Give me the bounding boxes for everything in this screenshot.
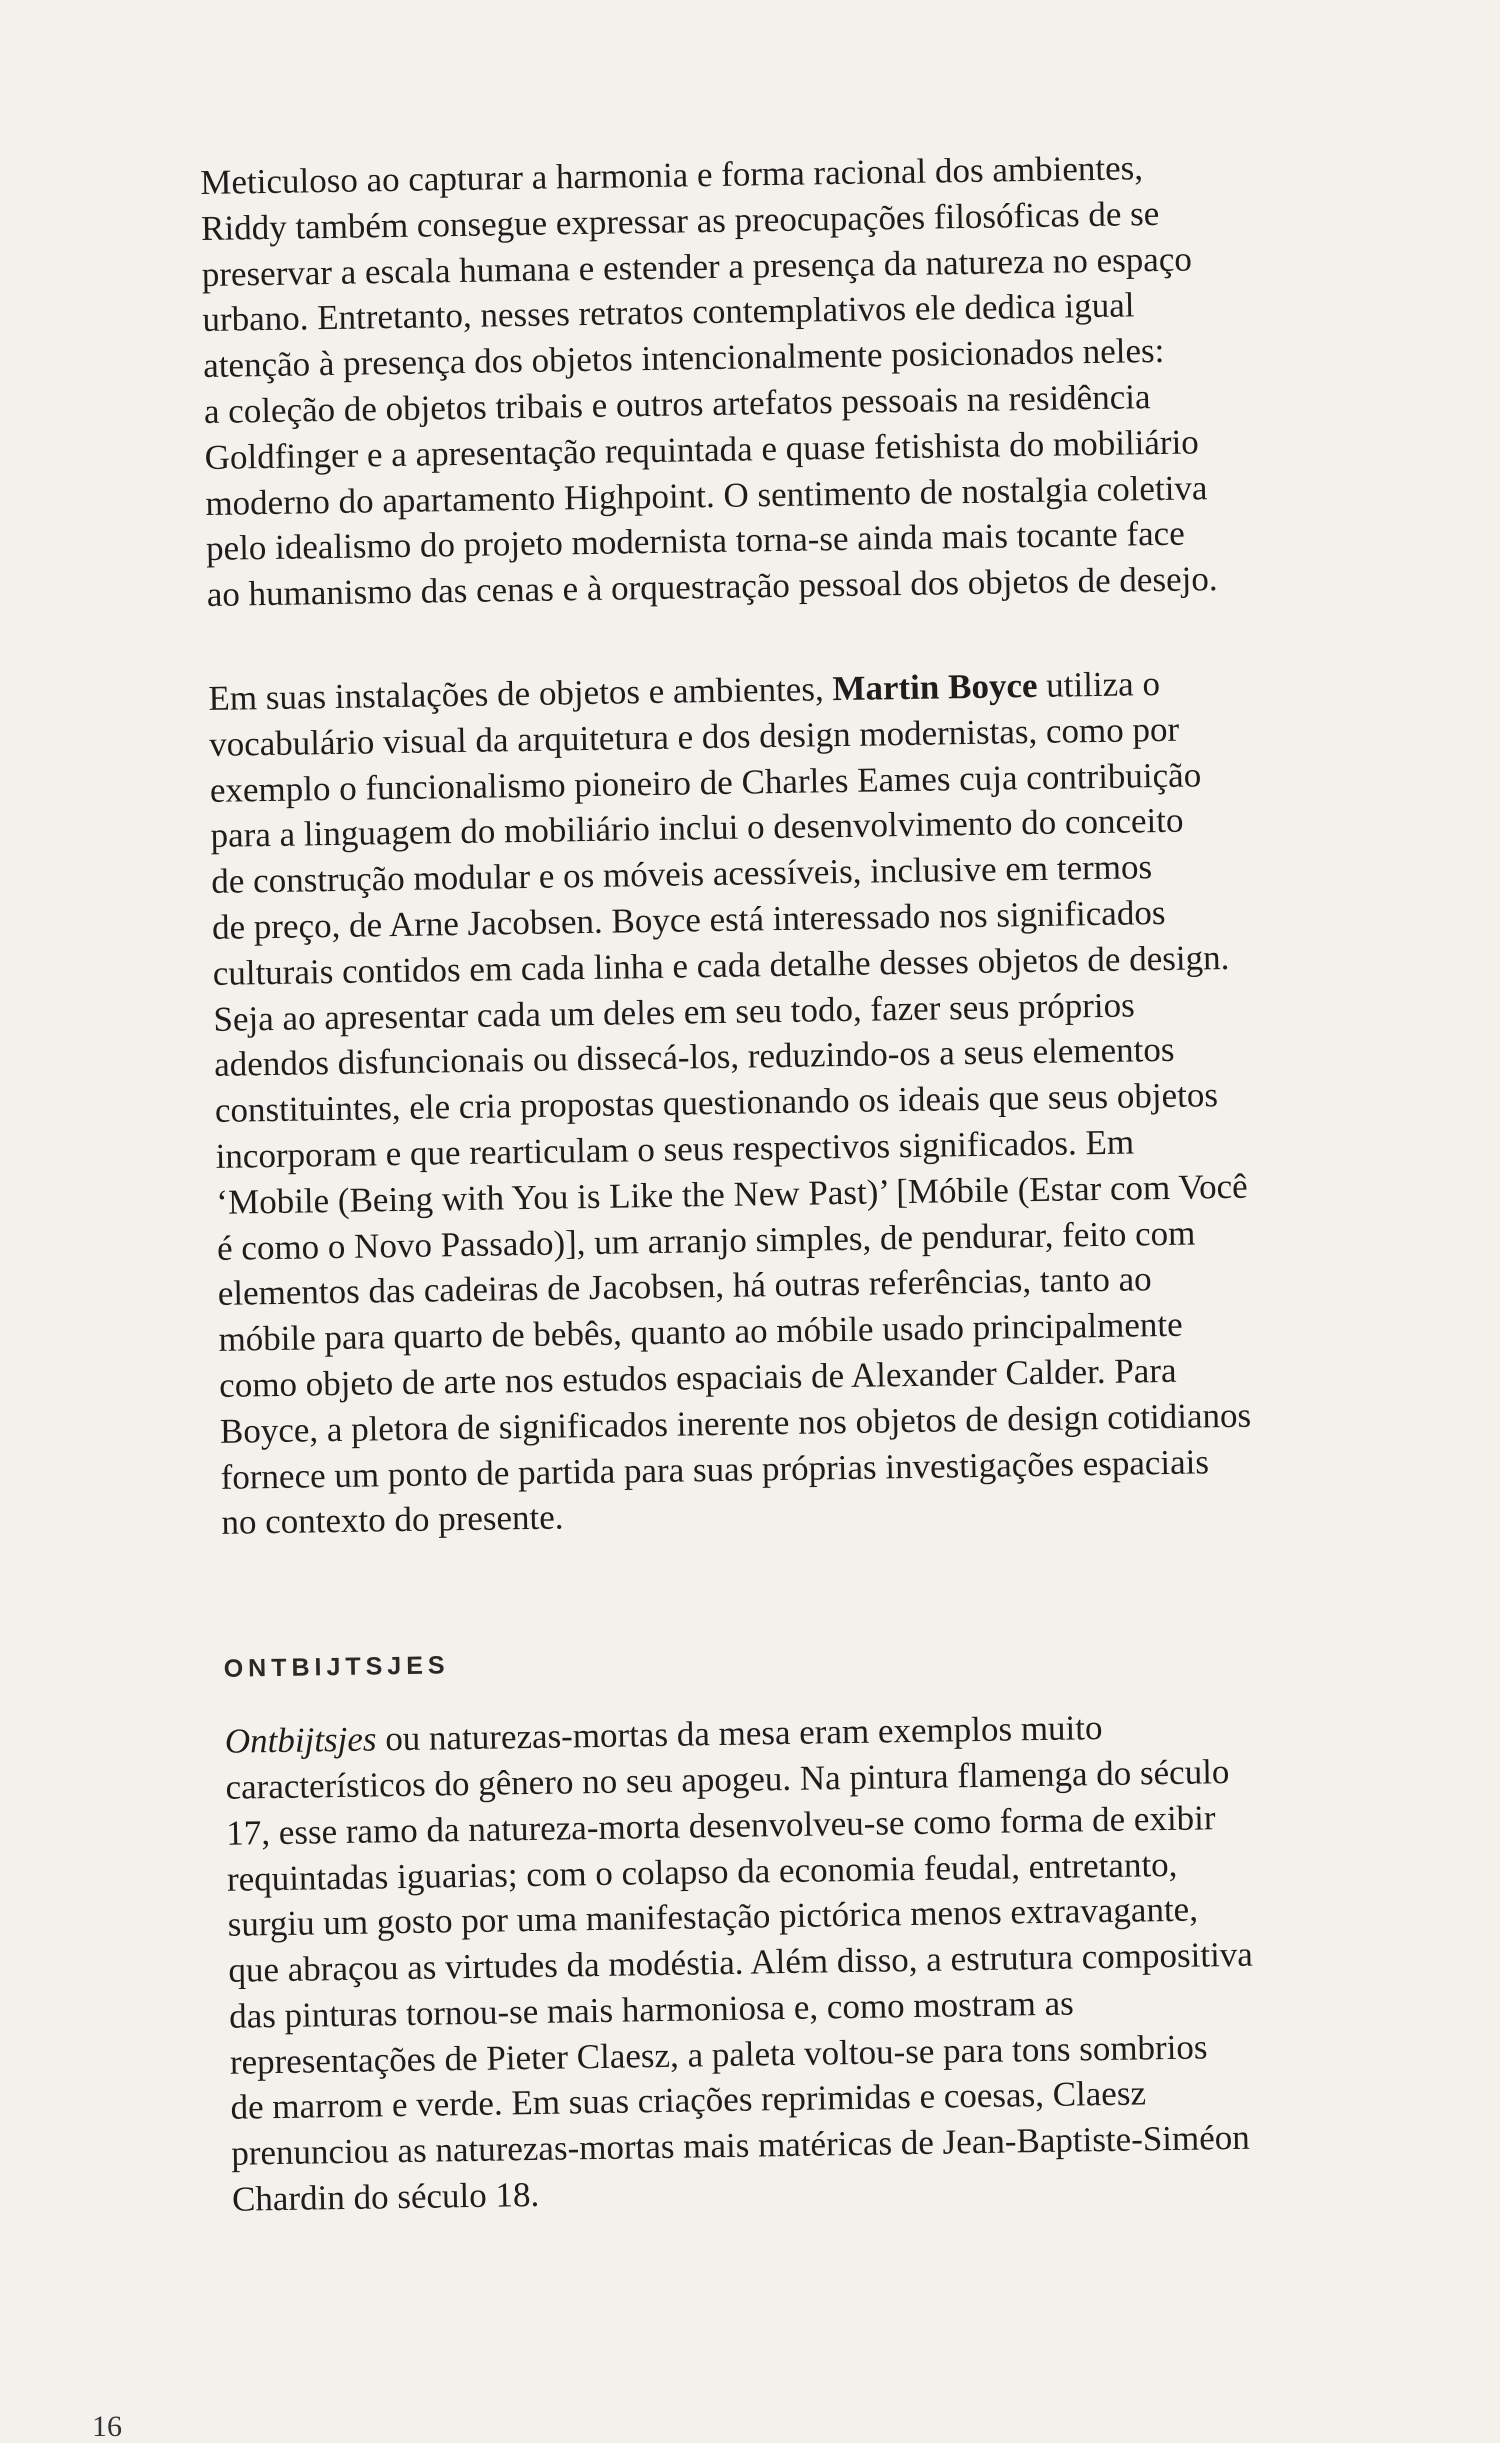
text-line: moderno do apartamento Highpoint. O sentimento de nostalgia coletiva	[205, 467, 1208, 523]
text-line: para a linguagem do mobiliário inclui o desenvolvimento do conceito	[210, 800, 1184, 856]
paragraph-boyce	[208, 659, 1297, 1546]
text-line: prenunciou as naturezas-mortas mais matéricas de Jean-Baptiste-Siméon	[231, 2118, 1251, 2174]
text-line: das pinturas tornou-se mais harmoniosa e, como mostram as	[228, 1983, 1075, 2036]
text-line: Meticuloso ao capturar a harmonia e forma racional dos ambientes,	[200, 148, 1144, 202]
text-line: elementos das cadeiras de Jacobsen, há outras referências, tanto ao	[217, 1259, 1152, 1314]
text-line: a coleção de objetos tribais e outros artefatos pessoais na residência	[203, 377, 1151, 431]
text-line: Goldfinger e a apresentação requintada e quase fetishista do mobiliário	[204, 422, 1200, 477]
text-line: móbile para quarto de bebês, quanto ao móbile usado principalmente	[218, 1304, 1183, 1359]
text-line: constituintes, ele cria propostas questionando os ideais que seus objetos	[214, 1075, 1219, 1131]
text-line: de marrom e verde. Em suas criações reprimidas e coesas, Claesz	[230, 2073, 1147, 2128]
text-line: vocabulário visual da arquitetura e dos design modernistas, como por	[208, 709, 1180, 764]
text-line: ‘Mobile (Being with You is Like the New Past)’ [Móbile (Estar com Você	[216, 1166, 1248, 1222]
section-heading: ONTBIJTSJES	[223, 1651, 450, 1683]
text-line: Riddy também consegue expressar as preocupações filosóficas de se	[200, 193, 1160, 248]
text-line: de construção modular e os móveis acessíveis, inclusive em termos	[211, 847, 1153, 902]
text-line: Seja ao apresentar cada um deles em seu todo, fazer seus próprios	[213, 984, 1136, 1039]
term-ontbijtsjes: Ontbijtsjes	[224, 1719, 377, 1761]
text-line: pelo idealismo do projeto modernista torna-se ainda mais tocante face	[205, 513, 1185, 569]
text-line: como objeto de arte nos estudos espaciais de Alexander Calder. Para	[218, 1350, 1177, 1405]
text-fragment: ou naturezas-mortas da mesa eram exemplos muito	[376, 1708, 1103, 1759]
text-line: fornece um ponto de partida para suas próprias investigações espaciais	[220, 1441, 1210, 1497]
text-line: atenção à presença dos objetos intencionalmente posicionados neles:	[202, 331, 1165, 386]
text-line: que abraçou as virtudes da modéstia. Além disso, a estrutura compositiva	[228, 1934, 1254, 1990]
artist-name: Martin Boyce	[832, 665, 1038, 709]
text-fragment: Em suas instalações de objetos e ambientes,	[208, 669, 833, 718]
text-column	[200, 143, 1307, 2223]
text-line: Boyce, a pletora de significados inerente nos objetos de design cotidianos	[219, 1395, 1252, 1451]
text-line: culturais contidos em cada linha e cada detalhe desses objetos de design.	[212, 937, 1230, 993]
text-line: urbano. Entretanto, nesses retratos contemplativos ele dedica igual	[202, 285, 1135, 340]
text-line: incorporam e que rearticulam o seus respectivos significados. Em	[215, 1122, 1135, 1176]
text-fragment: utiliza o	[1037, 663, 1161, 705]
text-line: preservar a escala humana e estender a presença da natureza no espaço	[201, 239, 1193, 294]
text-line: requintadas iguarias; com o colapso da economia feudal, entretanto,	[226, 1844, 1178, 1899]
text-line: adendos disfuncionais ou dissecá-los, reduzindo-os a seus elementos	[213, 1030, 1175, 1085]
text-line: é como o Novo Passado)], um arranjo simples, de pendurar, feito com	[216, 1213, 1196, 1268]
text-line: 17, esse ramo da natureza-morta desenvolveu-se como forma de exibir	[225, 1797, 1216, 1853]
text-line: de preço, de Arne Jacobsen. Boyce está interessado nos significados	[211, 892, 1166, 947]
text-line: representações de Pieter Claesz, a paleta voltou-se para tons sombrios	[229, 2027, 1208, 2082]
text-line: exemplo o funcionalismo pioneiro de Charles Eames cuja contribuição	[209, 754, 1202, 810]
text-line: ao humanismo das cenas e à orquestração pessoal dos objetos de desejo.	[206, 559, 1218, 615]
paragraph-ontbijtsjes	[224, 1702, 1307, 2223]
text-line: Chardin do século 18.	[231, 2175, 540, 2219]
page-number: 16	[92, 2410, 122, 2443]
text-line: no contexto do presente.	[221, 1497, 564, 1543]
text-line: surgiu um gosto por uma manifestação pictórica menos extravagante,	[227, 1889, 1199, 1945]
paragraph-riddy	[200, 143, 1282, 618]
text-line: característicos do gênero no seu apogeu. Na pintura flamenga do século	[225, 1751, 1230, 1807]
